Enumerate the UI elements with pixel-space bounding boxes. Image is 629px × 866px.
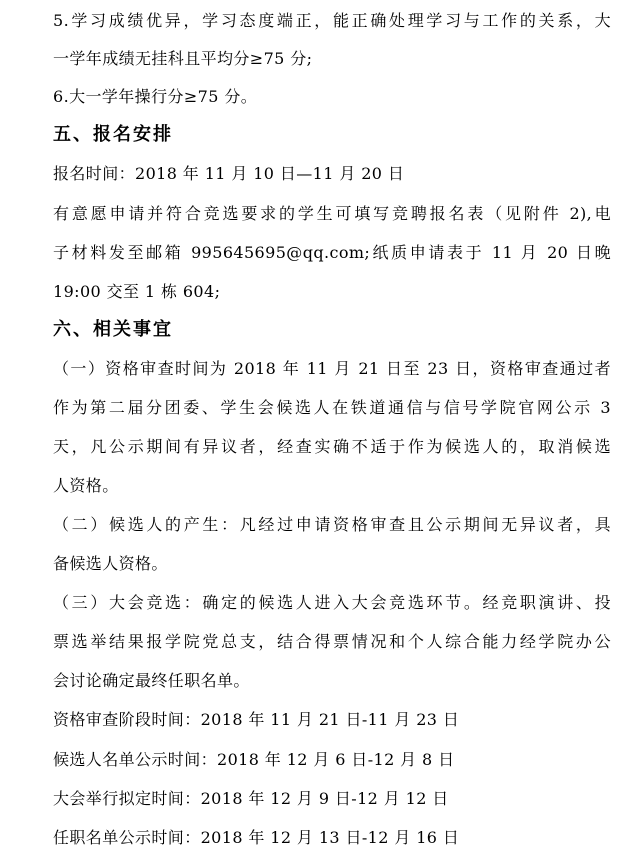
item-3-line-2: 票选举结果报学院党总支，结合得票情况和个人综合能力经学院办公 bbox=[53, 632, 611, 651]
item-2-line-1: （二）候选人的产生：凡经过申请资格审查且公示期间无异议者，具 bbox=[53, 515, 611, 534]
item-2-line-2: 备候选人资格。 bbox=[53, 554, 168, 573]
item-3-line-1: （三）大会竞选：确定的候选人进入大会竞选环节。经竞职演讲、投 bbox=[53, 593, 611, 612]
item-1-line-2: 作为第二届分团委、学生会候选人在铁道通信与信号学院官网公示 3 bbox=[53, 398, 611, 417]
item-1-line-4: 人资格。 bbox=[53, 476, 119, 495]
registration-line-2: 子材料发至邮箱 995645695@qq.com;纸质申请表于 11 月 20 日晚 bbox=[53, 243, 611, 262]
item-1-line-3: 天，凡公示期间有异议者，经查实确不适于作为候选人的，取消候选 bbox=[53, 437, 611, 456]
registration-time: 报名时间：2018 年 11 月 10 日—11 月 20 日 bbox=[53, 164, 405, 183]
item-1-line-1: （一）资格审查时间为 2018 年 11 月 21 日至 23 日，资格审查通过者 bbox=[53, 359, 611, 378]
schedule-candidate-publicity: 候选人名单公示时间：2018 年 12 月 6 日-12 月 8 日 bbox=[53, 750, 455, 769]
schedule-appointment-publicity: 任职名单公示时间：2018 年 12 月 13 日-12 月 16 日 bbox=[53, 828, 460, 847]
requirement-5-line-2: 一学年成绩无挂科且平均分≥75 分; bbox=[53, 49, 313, 68]
section-5-heading: 五、报名安排 bbox=[53, 124, 173, 145]
registration-line-3: 19:00 交至 1 栋 604; bbox=[53, 282, 221, 301]
schedule-assembly: 大会举行拟定时间：2018 年 12 月 9 日-12 月 12 日 bbox=[53, 789, 449, 808]
requirement-5-line-1: 5.学习成绩优异，学习态度端正，能正确处理学习与工作的关系，大 bbox=[53, 11, 611, 30]
requirement-6-line: 6.大一学年操行分≥75 分。 bbox=[53, 87, 258, 106]
schedule-qualification-review: 资格审查阶段时间：2018 年 11 月 21 日-11 月 23 日 bbox=[53, 710, 460, 729]
item-3-line-3: 会讨论确定最终任职名单。 bbox=[53, 671, 250, 690]
section-6-heading: 六、相关事宜 bbox=[53, 319, 173, 340]
registration-line-1: 有意愿申请并符合竞选要求的学生可填写竞聘报名表（见附件 2),电 bbox=[53, 204, 611, 223]
